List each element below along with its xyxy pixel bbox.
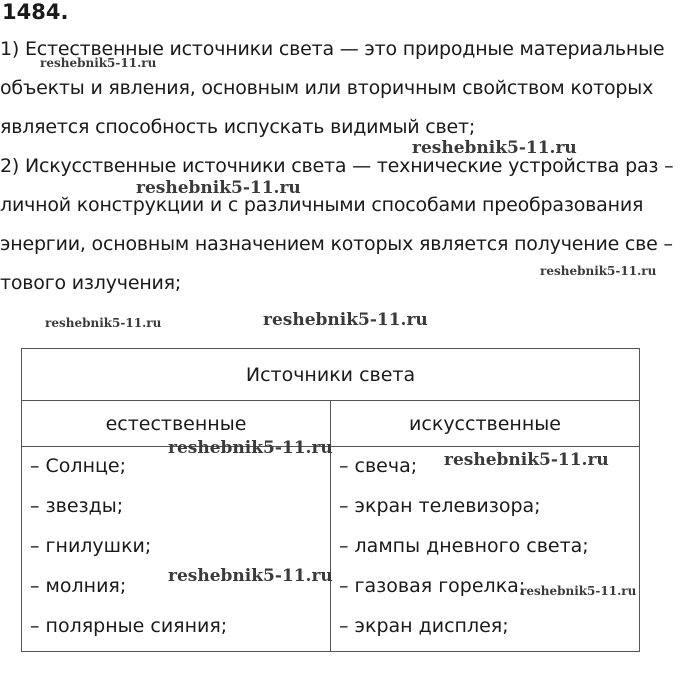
list-item: – звезды;: [30, 495, 124, 517]
light-sources-table: [21, 348, 640, 652]
table-title: Источники света: [22, 349, 640, 401]
watermark: reshebnik5-11.ru: [168, 438, 333, 458]
list-item: – молния;: [30, 575, 127, 597]
list-item: – полярные сияния;: [30, 615, 228, 637]
watermark: reshebnik5-11.ru: [263, 310, 428, 330]
text-line-1: 1) Естественные источники света — это природные материальные: [0, 38, 665, 60]
watermark: reshebnik5-11.ru: [444, 450, 609, 470]
text-line-6: энергии, основным назначением которых является получение све –: [0, 233, 673, 255]
list-item: – газовая горелка;: [339, 575, 526, 597]
watermark: reshebnik5-11.ru: [412, 138, 577, 158]
column-header-natural: естественные: [22, 401, 331, 447]
list-item: – Солнце;: [30, 455, 127, 477]
watermark: reshebnik5-11.ru: [168, 566, 333, 586]
list-item: – гнилушки;: [30, 535, 152, 557]
natural-sources-cell: [22, 447, 331, 652]
list-item: – лампы дневного света;: [339, 535, 589, 557]
list-item: – экран телевизора;: [339, 495, 541, 517]
text-line-3: является способность испускать видимый свет;: [0, 116, 476, 138]
list-item: – свеча;: [339, 455, 418, 477]
column-header-artificial: искусственные: [331, 401, 640, 447]
list-item: – экран дисплея;: [339, 615, 509, 637]
watermark: reshebnik5-11.ru: [40, 56, 157, 70]
text-line-4: 2) Искусственные источники света — технические устройства раз –: [0, 155, 674, 177]
task-number: 1484.: [2, 0, 69, 24]
watermark: reshebnik5-11.ru: [540, 264, 657, 278]
watermark: reshebnik5-11.ru: [520, 584, 637, 598]
text-line-5: личной конструкции и с различными способами преобразования: [0, 194, 644, 216]
watermark: reshebnik5-11.ru: [45, 316, 162, 330]
watermark: reshebnik5-11.ru: [136, 178, 301, 198]
text-line-2: объекты и явления, основным или вторичным свойством которых: [0, 77, 654, 99]
text-line-7: тового излучения;: [0, 272, 182, 294]
artificial-sources-cell: [331, 447, 640, 652]
